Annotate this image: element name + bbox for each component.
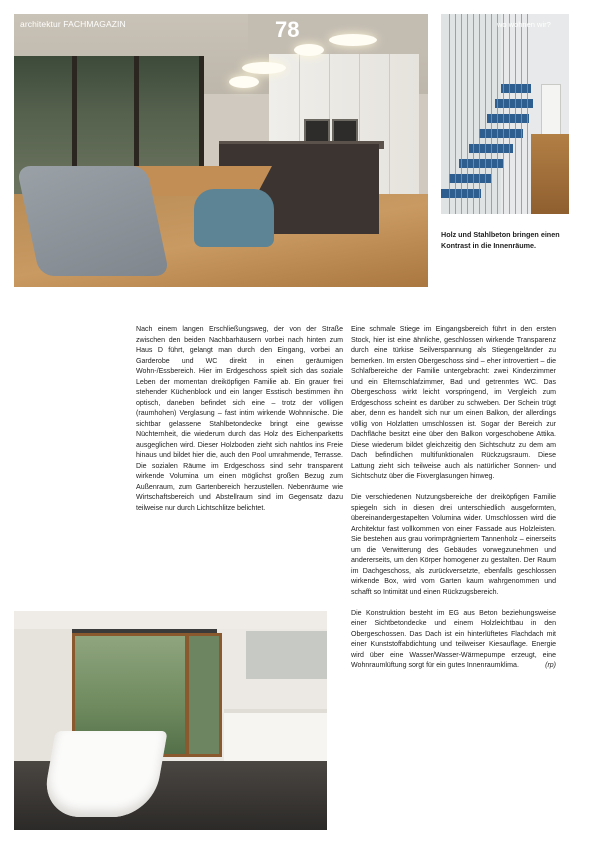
page-number: 78 <box>275 17 300 42</box>
article-column-1 <box>136 325 343 525</box>
staircase-photo <box>441 14 569 214</box>
section-label: wo wohnen wir? <box>497 20 551 29</box>
kitchen-dining-photo <box>14 14 428 287</box>
article-paragraph: Die verschiedenen Nutzungsbereiche der dreiköpfigen Familie spiegeln sich in diesen drei unterschiedlich ausgeformten, übereinandergestapelten Volumina wider. Umschlossen wird die Architektur fast vollkommen von einer Fassade aus Holzleisten. Sie bestehen aus grau vorimprägniertem Tannenholz – einerseits um die Verwitterung des Gebäudes vorwegzunehmen und andererseits, um den Körper homogener zu gestalten. Der Raum im Dachgeschoss, als zurückversetzte, ebenfalls geschlossen wirkende Box, wird vom Garten kaum wahrgenommen und schafft so Intimität und einen Rückzugsbereich. <box>351 494 556 596</box>
article-paragraph: Eine schmale Stiege im Eingangsbereich führt in den ersten Stock, hier ist eine ähnliche, geschlossen wirkende Transparenz durch eine türkise Seilverspannung als Stiegengeländer zu bemerken. Im ersten Obergeschoss sind – eher introvertiert – die Schlafbereiche der Familie untergebracht: zwei Kinderzimmer und ein Elternschlafzimmer, Bad und getrenntes WC. Das Obergeschoss wirkt leicht vorspringend, im Vergleich zum Erdgeschoss scheint es darüber zu schweben. Der Schein trügt aber, denn es handelt sich nur um einen Balkon, der allerdings völlig von Holzlatten umschlossen ist. Sogar der Bereich zur Dachfläche besitzt eine über den Balkon vorgeschobene Attika. Diese wiederum bildet gleichzeitig den Sichtschutz zu dem am Dach befindlichen multifunktionalen Rückzugsraum. Diese Lattung zieht sich teilweise auch als natürlicher Sonnen- und Sichtschutz über die Fixverglasungen hinweg. <box>351 326 556 480</box>
author-signature: (rp) <box>545 662 556 669</box>
article-paragraph: Nach einem langen Erschließungsweg, der von der Straße zwischen den beiden Nachbarhäusern vorbei nach hinten zum Haus D führt, gelangt man durch den Eingang, vorbei an Garderobe und WC direkt in einen geräumigen Wohn-/Essbereich. Hier im Erdgeschoss spielt sich das soziale Leben der momentan dreiköpfigen Familie ab. Ein grauer frei stehender Küchenblock und ein langer Esstisch bestimmen ihn optisch, daneben befindet sich eine – trotz der völligen (raumhohen) Verglasung – fast intim wirkende Wohnnische. Die sichtbar gelassene Stahlbetondecke bringt eine gewisse Nüchternheit, die wiederum durch das Holz des Eichenparketts ausgeglichen wird. Dieser Holzboden zieht sich nahtlos ins Freie hinaus und bildet hier die, auch den Pool umrahmende, Terrasse. Die sozialen Räume im Erdgeschoss sind sehr transparent wirkende Volumina um einen möglichst großen Bezug zum Außenraum, zum Gartenbereich herzustellen. Nebenräume wie Wirtschaftsbereich und Abstellraum sind im Gegensatz dazu teilweise nur durch Lichtschlitze belichtet. <box>136 326 343 512</box>
bathroom-photo <box>14 611 327 830</box>
article-column-2 <box>351 325 556 682</box>
magazine-title: architektur FACHMAGAZIN <box>20 19 126 29</box>
photo-caption: Holz und Stahlbeton bringen einen Kontrast in die Innenräume. <box>441 230 560 250</box>
article-paragraph: Die Konstruktion besteht im EG aus Beton beziehungsweise einer Sichtbetondecke und einem Holzleichtbau in den Obergeschossen. Das Dach ist ein hinterlüftetes Flachdach mit einer Kunststoffabdichtung und teilweiser Kiesauflage. Energie wird über eine Wasser/Wasser-Wärmepumpe erzeugt, eine Wohnraumlüftung sorgt für ein gutes Innenraumklima. (rp) <box>351 609 556 672</box>
